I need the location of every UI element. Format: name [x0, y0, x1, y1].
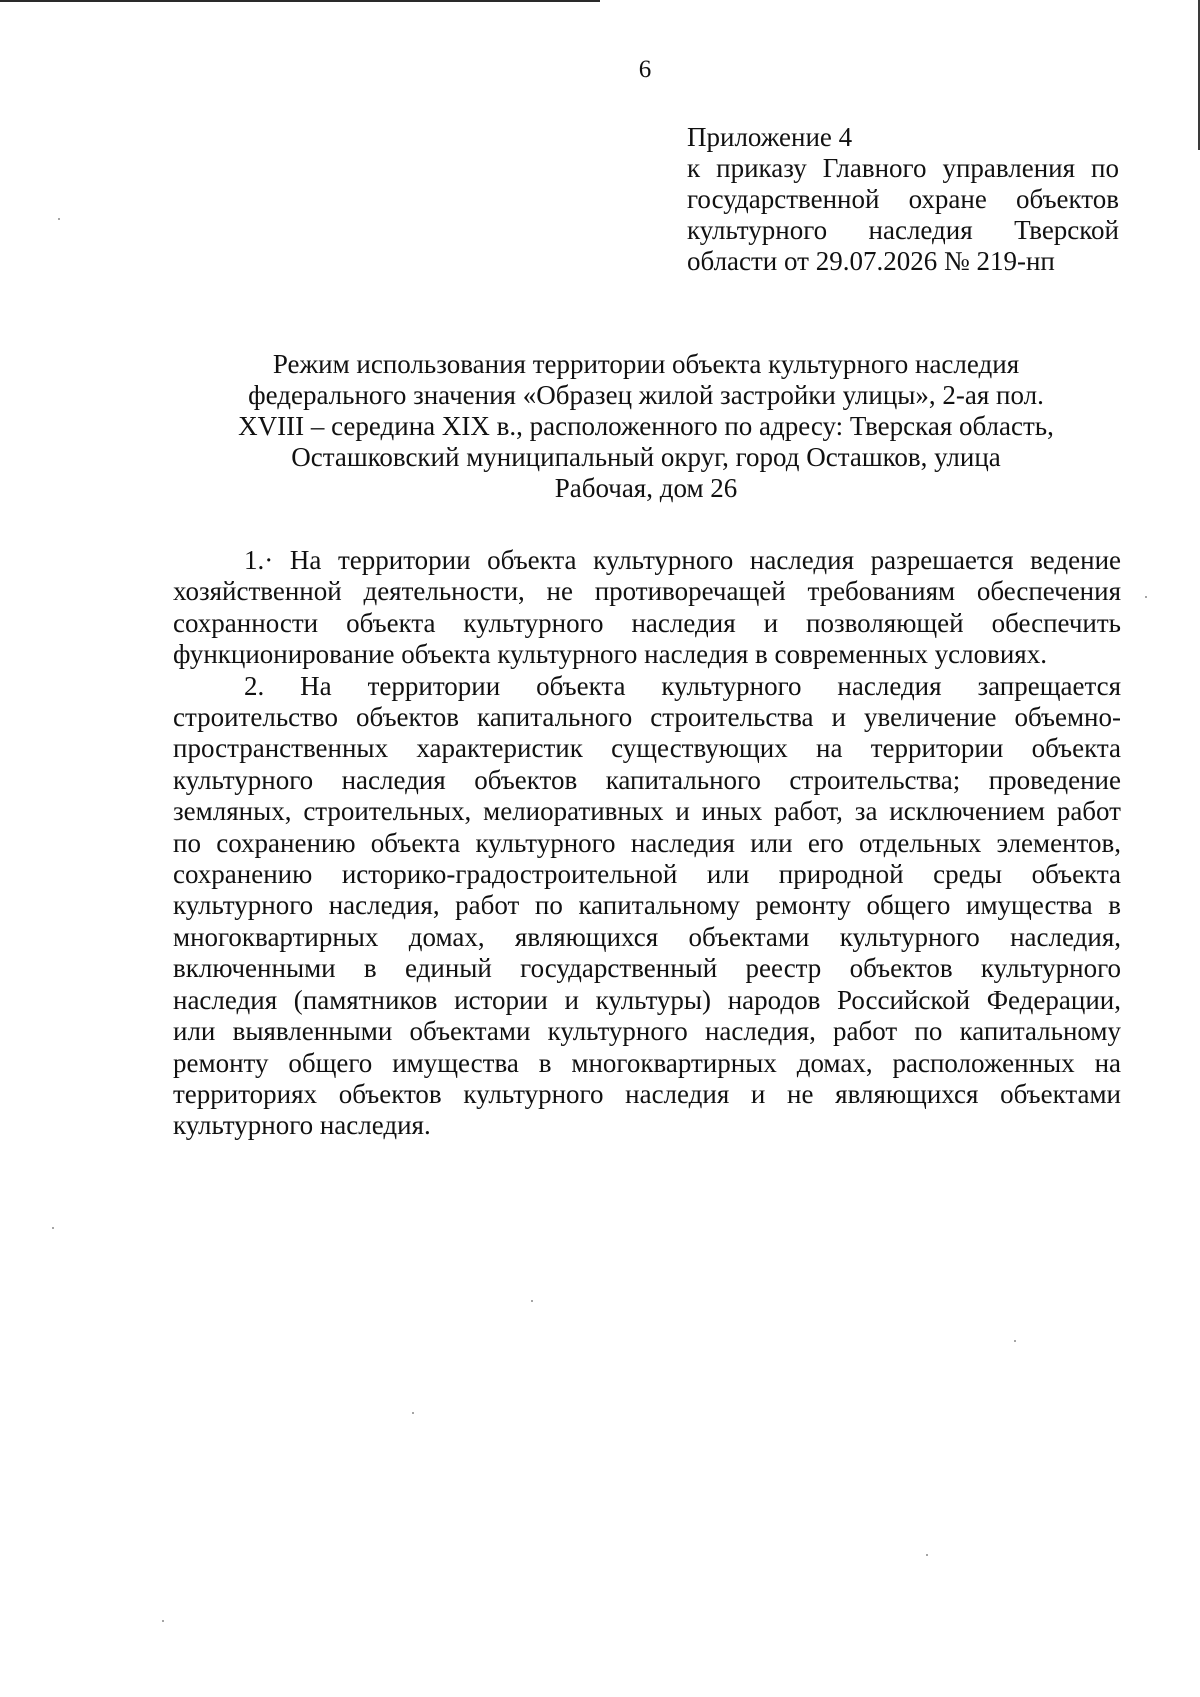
document-body: [173, 545, 1121, 1142]
paragraph-1: [173, 545, 1121, 671]
body-line: по сохранению объекта культурного наследия или его отдельных элементов,: [173, 827, 1121, 858]
page-number: 6: [638, 56, 652, 83]
document-title: [176, 349, 1116, 504]
body-line: строительство объектов капитального строительства и увеличение объемно-: [173, 702, 1121, 733]
body-line: культурного наследия.: [173, 1110, 431, 1141]
body-line: 2. На территории объекта культурного наследия запрещается: [244, 670, 1121, 701]
body-line: земляных, строительных, мелиоративных и иных работ, за исключением работ: [173, 796, 1121, 827]
scan-edge-top: [0, 0, 600, 2]
title-line: XVIII – середина XIX в., расположенного по адресу: Тверская область,: [238, 411, 1054, 441]
body-line: культурного наследия, работ по капитальному ремонту общего имущества в: [173, 890, 1121, 921]
body-line: или выявленными объектами культурного наследия, работ по капитальному: [173, 1016, 1121, 1047]
scan-speck: [1145, 596, 1147, 598]
scan-speck: [926, 1554, 928, 1556]
body-line: территориях объектов культурного наследия и не являющихся объектами: [173, 1078, 1121, 1109]
scan-speck: [52, 1227, 54, 1229]
paragraph-2: [173, 671, 1121, 1142]
body-line: 1.· На территории объекта культурного наследия разрешается ведение: [244, 545, 1121, 575]
title-line: Осташковский муниципальный округ, город Осташков, улица: [291, 442, 1001, 472]
appendix-line: области от 29.07.2026 № 219-нп: [687, 246, 1055, 276]
appendix-header: [687, 122, 1119, 277]
scan-speck: [531, 1300, 533, 1302]
body-line: сохранению историко-градостроительной или природной среды объекта: [173, 859, 1121, 890]
body-line: культурного наследия объектов капитального строительства; проведение: [173, 764, 1121, 795]
scan-speck: [1014, 1340, 1016, 1342]
body-line: функционирование объекта культурного наследия в современных условиях.: [173, 639, 1047, 670]
scan-speck: [58, 218, 60, 220]
appendix-line: государственной охране объектов: [687, 184, 1119, 214]
body-line: сохранности объекта культурного наследия и позволяющей обеспечить: [173, 607, 1121, 638]
title-line: федерального значения «Образец жилой застройки улицы», 2-ая пол.: [248, 380, 1044, 410]
scan-speck: [412, 1412, 414, 1414]
body-line: хозяйственной деятельности, не противоречащей требованиям обеспечения: [173, 576, 1121, 607]
body-line: наследия (памятников истории и культуры) народов Российской Федерации,: [173, 984, 1121, 1015]
title-line: Режим использования территории объекта культурного наследия: [272, 349, 1020, 379]
body-line: пространственных характеристик существующих на территории объекта: [173, 733, 1121, 764]
body-line: ремонту общего имущества в многоквартирных домах, расположенных на: [173, 1047, 1121, 1078]
appendix-line: к приказу Главного управления по: [687, 153, 1119, 183]
appendix-line: культурного наследия Тверской: [687, 215, 1119, 245]
scan-speck: [162, 1620, 164, 1622]
body-line: многоквартирных домах, являющихся объектами культурного наследия,: [173, 921, 1121, 952]
title-line: Рабочая, дом 26: [554, 473, 738, 503]
appendix-line: Приложение 4: [687, 122, 853, 152]
body-line: включенными в единый государственный реестр объектов культурного: [173, 953, 1121, 984]
